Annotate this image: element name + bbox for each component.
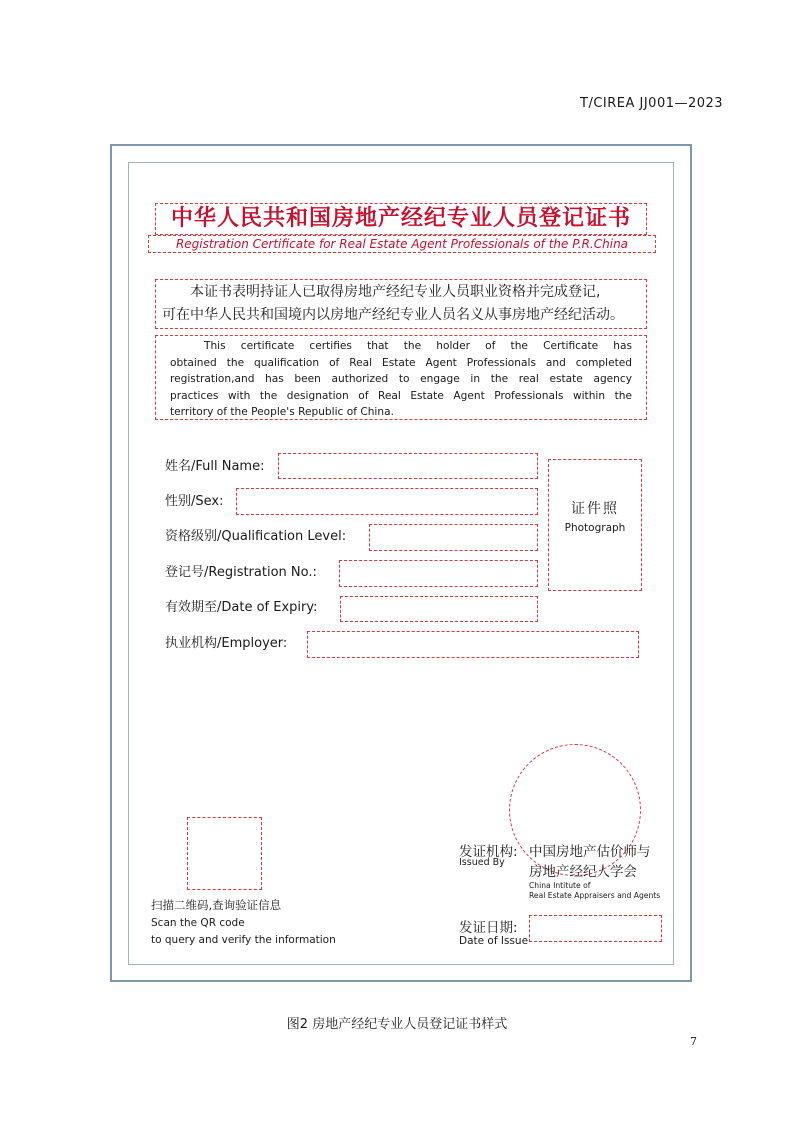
- statement-cn-line: 本证书表明持证人已取得房地产经纪专业人员职业资格并完成登记,: [190, 284, 601, 300]
- statement-en-line: practices with the designation of Real Estate Agent Professionals within the: [170, 389, 632, 402]
- sex-field[interactable]: [236, 488, 538, 515]
- qr-instruction-cn: 扫描二维码,查询验证信息: [151, 898, 282, 912]
- registration-no-label: 登记号/Registration No.:: [165, 565, 317, 580]
- statement-en: [155, 335, 647, 420]
- issuer-name-en-1: China Intitute of: [529, 881, 591, 890]
- statement-en-line: territory of the People's Republic of China.: [170, 406, 394, 419]
- issuer-name-cn-2: 房地产经纪人学会: [529, 864, 637, 880]
- page-number: 7: [690, 1035, 697, 1048]
- figure-caption: 图2 房地产经纪专业人员登记证书样式: [286, 1017, 508, 1032]
- date-of-expiry-label: 有效期至/Date of Expiry:: [165, 600, 318, 615]
- statement-cn: [155, 279, 647, 329]
- issue-date-field[interactable]: [529, 915, 662, 942]
- employer-field[interactable]: [307, 631, 639, 658]
- issued-by-label-en: Issued By: [459, 857, 505, 868]
- issue-date-label-en: Date of Issue: [459, 935, 529, 947]
- qr-instruction-en-1: Scan the QR code: [151, 917, 245, 929]
- qr-instruction-en-2: to query and verify the information: [151, 934, 336, 946]
- statement-cn-line: 可在中华人民共和国境内以房地产经纪专业人员名义从事房地产经纪活动。: [162, 307, 624, 323]
- issued-by-label-cn: 发证机构:: [459, 844, 518, 860]
- date-of-expiry-field[interactable]: [340, 596, 538, 622]
- statement-en-line: obtained the qualification of Real Estate Agent Professionals and completed: [170, 356, 632, 369]
- sex-label: 性别/Sex:: [165, 494, 224, 509]
- standard-code: T/CIREA JJ001—2023: [580, 96, 724, 111]
- photograph-label-en: Photograph: [564, 522, 626, 534]
- employer-label: 执业机构/Employer:: [165, 636, 288, 651]
- certificate-title-cn: 中华人民共和国房地产经纪专业人员登记证书: [155, 203, 647, 235]
- issue-date-label-cn: 发证日期:: [459, 920, 518, 936]
- qualification-level-field[interactable]: [369, 524, 538, 551]
- certificate-title-en: Registration Certificate for Real Estate Agent Professionals of the P.R.China: [148, 235, 656, 253]
- qr-code-placeholder: [187, 817, 262, 890]
- issuer-name-en-2: Real Estate Appraisers and Agents: [529, 891, 661, 900]
- issuer-name-cn-1: 中国房地产估价师与: [529, 844, 651, 860]
- full-name-label: 姓名/Full Name:: [165, 459, 265, 474]
- full-name-field[interactable]: [278, 453, 538, 479]
- registration-no-field[interactable]: [339, 560, 538, 587]
- statement-en-line: registration,and has been authorized to engage in the real estate agency: [170, 373, 632, 386]
- photograph-label-cn: 证件照: [571, 501, 619, 517]
- qualification-level-label: 资格级别/Qualification Level:: [165, 529, 347, 544]
- statement-en-line: This certificate certifies that the holder of the Certificate has: [204, 340, 632, 352]
- photograph-box: [548, 459, 642, 591]
